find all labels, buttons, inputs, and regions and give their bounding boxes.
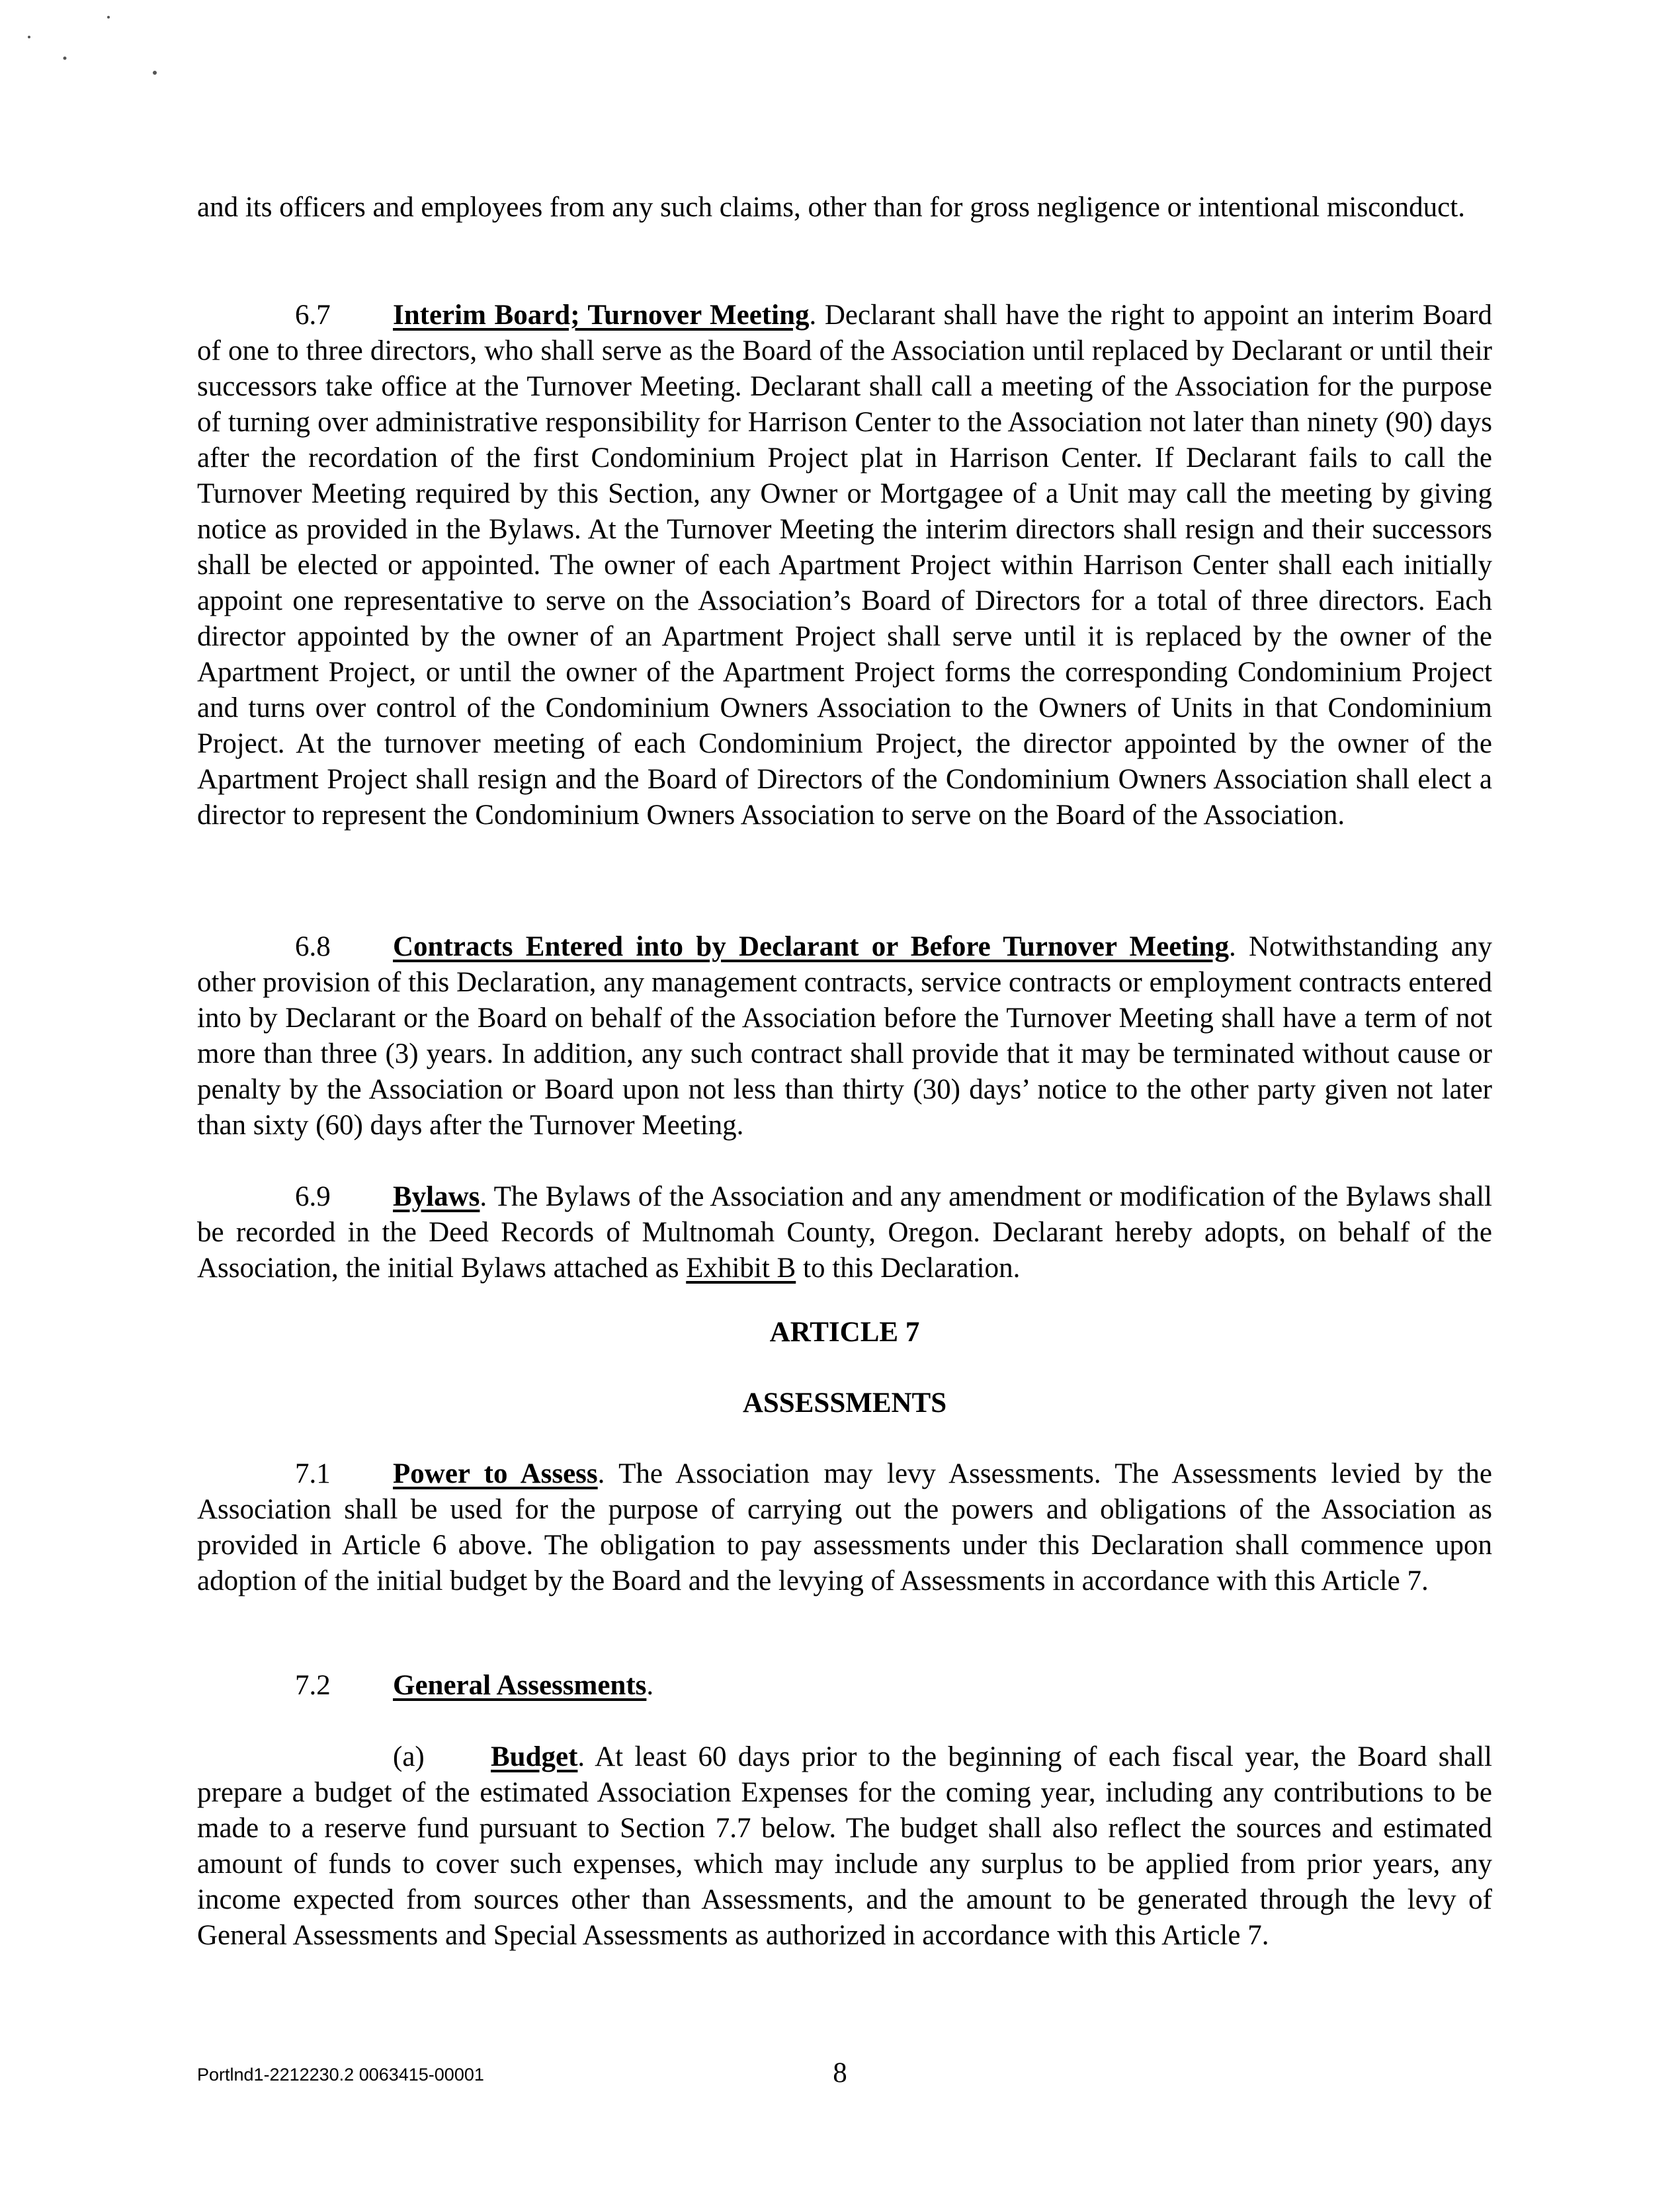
- section-number: 7.1: [295, 1458, 331, 1489]
- section-6-7: [197, 298, 1492, 833]
- section-7-2-paragraph: [197, 1668, 1492, 1704]
- section-6-8: [197, 929, 1492, 1143]
- heading-punct: .: [646, 1670, 654, 1701]
- section-6-9: [197, 1179, 1492, 1286]
- document-id-footer: Portlnd1-2212230.2 0063415-00001: [197, 2065, 484, 2085]
- heading-punct: .: [809, 300, 817, 331]
- heading-punct: .: [577, 1741, 585, 1772]
- heading-punct: .: [480, 1181, 487, 1212]
- subsection-a: [197, 1739, 1492, 1954]
- subsection-text: At least 60 days prior to the beginning of each fiscal year, the Board shall prepare a budget of the estimated Association Expenses for the coming year, including any contributions to be made to a reserve fund pursuant to Section 7.7 below. The budget shall also reflect the sources and estimated amount of funds to cover such expenses, which may include any surplus to be applied from prior years, any income expected from sources other than Assessments, and the amount to be generated through the levy of General Assessments and Special Assessments as authorized in accordance with this Article 7.: [197, 1741, 1492, 1951]
- section-heading: Bylaws: [393, 1181, 480, 1212]
- continuation-text: and its officers and employees from any such claims, other than for gross negligence or intentional misconduct.: [197, 192, 1465, 223]
- subsection-a-paragraph: [197, 1739, 1492, 1954]
- continuation-paragraph: [197, 190, 1492, 226]
- section-text-before: The Bylaws of the Association and any amendment or modification of the Bylaws shall be recorded in the Deed Records of Multnomah County, Oregon. Declarant hereby adopts, on behalf of the Association, the initial Bylaws attached as: [197, 1181, 1492, 1284]
- heading-punct: .: [597, 1458, 605, 1489]
- section-number: 6.8: [295, 931, 331, 962]
- section-text: Notwithstanding any other provision of this Declaration, any management contracts, service contracts or employment contracts entered into by Declarant or the Board on behalf of the Association before the Turnover Meeting shall have a term of not more than three (3) years. In addition, any such contract shall provide that it may be terminated without cause or penalty by the Association or Board upon not less than thirty (30) days’ notice to the other party given not later than sixty (60) days after the Turnover Meeting.: [197, 931, 1493, 1141]
- subsection-heading: Budget: [491, 1741, 578, 1772]
- section-heading: Interim Board; Turnover Meeting: [393, 300, 810, 331]
- page-number: 8: [833, 2057, 847, 2088]
- section-7-1: [197, 1456, 1492, 1599]
- section-number: 6.9: [295, 1181, 331, 1212]
- subsection-label: (a): [393, 1741, 425, 1772]
- section-text: The Association may levy Assessments. The Assessments levied by the Association shall be used for the purpose of carrying out the powers and obligations of the Association as provided in Article 6 above. The obligation to pay assessments under this Declaration shall commence upon adoption of the initial budget by the Board and the levying of Assessments in accordance with this Article 7.: [197, 1458, 1493, 1596]
- section-6-8-paragraph: [197, 929, 1492, 1143]
- scan-specks: [0, 0, 1680, 132]
- section-6-7-paragraph: [197, 298, 1492, 833]
- section-heading: General Assessments: [393, 1670, 647, 1701]
- section-7-2: [197, 1668, 1492, 1704]
- section-text-after: to this Declaration.: [803, 1253, 1021, 1284]
- section-heading: Power to Assess: [393, 1458, 598, 1489]
- section-7-1-paragraph: [197, 1456, 1492, 1599]
- section-6-9-paragraph: [197, 1179, 1492, 1286]
- article-number: ARTICLE 7: [769, 1317, 920, 1348]
- section-heading: Contracts Entered into by Declarant or Before Turnover Meeting: [393, 931, 1229, 962]
- section-number: 6.7: [295, 300, 331, 331]
- heading-punct: .: [1228, 931, 1236, 962]
- section-text: Declarant shall have the right to appoint an interim Board of one to three directors, who shall serve as the Board of the Association until replaced by Declarant or until their successors take office at the Turnover Meeting. Declarant shall call a meeting of the Association for the purpose of turning over administrative responsibility for Harrison Center to the Association not later than ninety (90) days after the recordation of the first Condominium Project plat in Harrison Center. If Declarant fails to call the Turnover Meeting required by this Section, any Owner or Mortgagee of a Unit may call the meeting by giving notice as provided in the Bylaws. At the Turnover Meeting the interim directors shall resign and their successors shall be elected or appointed. The owner of each Apartment Project within Harrison Center shall each initially appoint one representative to serve on the Association’s Board of Directors for a total of three directors. Each director appointed by the owner of an Apartment Project shall serve until it is replaced by the owner of the Apartment Project, or until the owner of the Apartment Project forms the corresponding Condominium Project and turns over control of the Condominium Owners Association to the Owners of Units in that Condominium Project. At the turnover meeting of each Condominium Project, the director appointed by the owner of the Apartment Project shall resign and the Board of Directors of the Condominium Owners Association shall elect a director to represent the Condominium Owners Association to serve on the Board of the Association.: [197, 300, 1492, 831]
- exhibit-reference: Exhibit B: [686, 1253, 796, 1284]
- article-title: ASSESSMENTS: [742, 1387, 947, 1419]
- section-number: 7.2: [295, 1670, 331, 1701]
